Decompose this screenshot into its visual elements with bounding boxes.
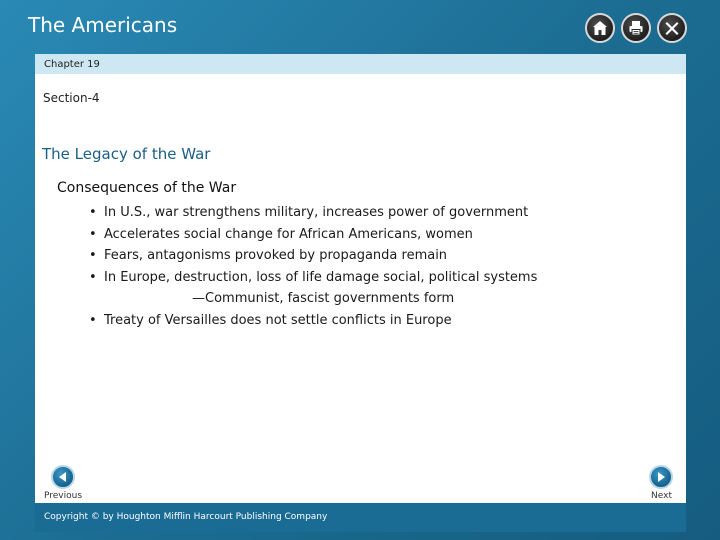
bullet-subline-text: —Communist, fascist governments form bbox=[192, 291, 455, 307]
previous-button[interactable] bbox=[51, 465, 75, 489]
bullet-marker: • bbox=[89, 226, 97, 242]
slide-content bbox=[35, 54, 686, 532]
arrow-right-icon bbox=[655, 471, 667, 483]
print-icon bbox=[627, 19, 645, 37]
close-icon bbox=[663, 19, 681, 37]
bullet-item bbox=[89, 245, 649, 267]
bullet-item bbox=[89, 224, 649, 246]
close-button[interactable] bbox=[657, 13, 687, 43]
chapter-label: Chapter 19 bbox=[44, 59, 100, 70]
copyright-text: Copyright © by Houghton Mifflin Harcourt Publishing Company bbox=[44, 512, 328, 522]
next-button[interactable] bbox=[649, 465, 673, 489]
bullet-list bbox=[89, 202, 649, 332]
bullet-item bbox=[89, 267, 649, 289]
bullet-text: In Europe, destruction, loss of life damage social, political systems bbox=[104, 269, 538, 285]
bullet-marker: • bbox=[89, 205, 97, 220]
app-title: The Americans bbox=[28, 13, 178, 37]
slide-heading: Consequences of the War bbox=[57, 180, 237, 196]
bullet-marker: • bbox=[89, 248, 97, 264]
bullet-subline bbox=[89, 288, 649, 310]
footer-bar bbox=[35, 503, 686, 532]
bullet-item bbox=[89, 310, 649, 332]
bullet-text: In U.S., war strengthens military, increases power of government bbox=[104, 205, 529, 220]
bullet-marker: • bbox=[89, 269, 97, 285]
lesson-title: The Legacy of the War bbox=[42, 145, 211, 163]
arrow-left-icon bbox=[57, 471, 69, 483]
bullet-text: Accelerates social change for African Americans, women bbox=[104, 226, 473, 242]
nav-icons bbox=[585, 13, 687, 43]
previous-label[interactable]: Previous bbox=[44, 491, 83, 501]
home-button[interactable] bbox=[585, 13, 615, 43]
bullet-marker: • bbox=[89, 312, 97, 328]
bullet-item bbox=[89, 202, 649, 224]
bullet-text: Treaty of Versailles does not settle conflicts in Europe bbox=[104, 312, 452, 328]
next-label[interactable]: Next bbox=[651, 491, 672, 501]
print-button[interactable] bbox=[621, 13, 651, 43]
section-label: Section-4 bbox=[43, 91, 100, 105]
bullet-text: Fears, antagonisms provoked by propaganda remain bbox=[104, 248, 448, 264]
chapter-bar bbox=[35, 54, 686, 74]
home-icon bbox=[591, 19, 609, 37]
